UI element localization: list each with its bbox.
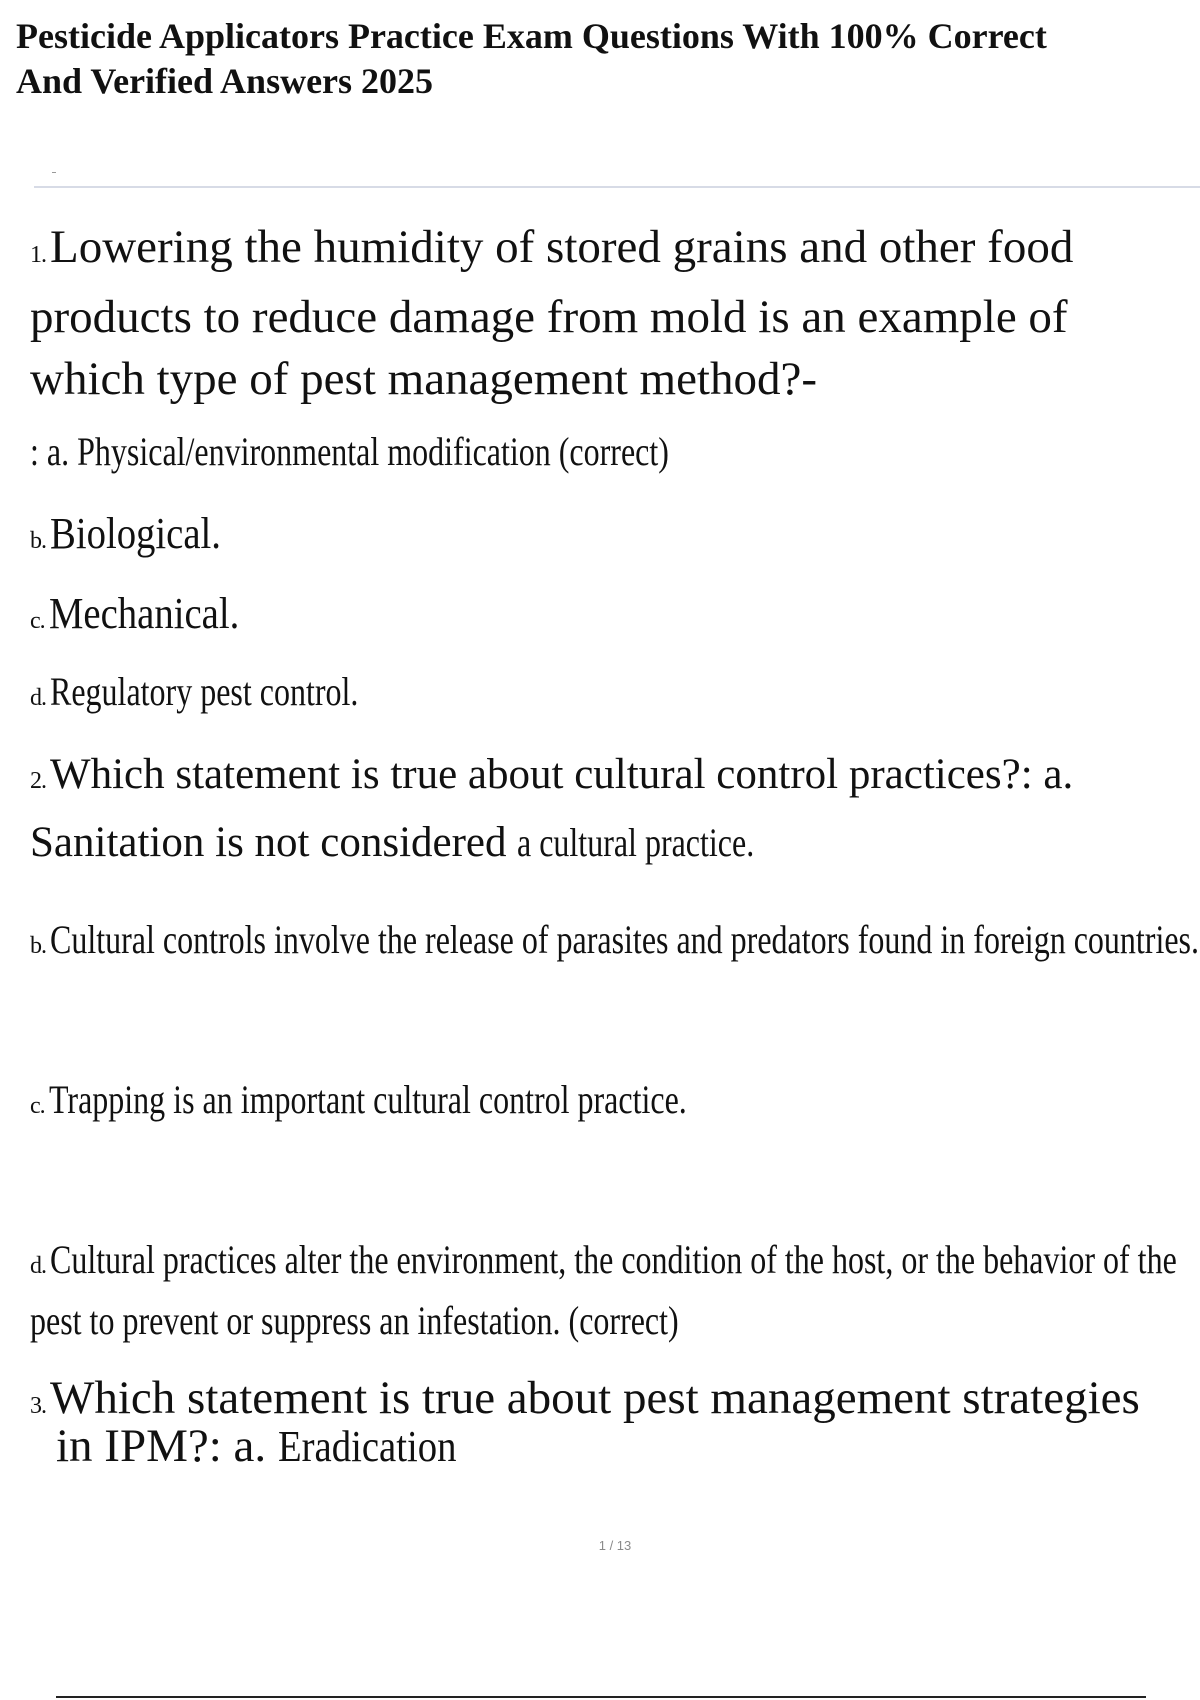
question-number: 1.	[30, 242, 46, 268]
question-line: Sanitation is not considered	[30, 819, 507, 866]
question-3-text	[30, 1372, 1140, 1472]
option-text: Biological.	[50, 509, 221, 558]
option-label: b.	[30, 528, 46, 554]
option-text: Physical/environmental modification (correct)	[77, 429, 669, 474]
option-label: d.	[30, 1253, 46, 1279]
section-divider	[34, 186, 1200, 188]
page-indicator: 1 / 13	[598, 1538, 632, 1553]
document-title	[16, 14, 1186, 104]
question-1-option-a	[30, 428, 829, 475]
question-line: in IPM?: a.	[56, 1420, 267, 1472]
question-2-option-d	[30, 1236, 1200, 1344]
option-label: c.	[30, 1093, 45, 1119]
option-text: Trapping is an important cultural control practice.	[48, 1077, 687, 1122]
question-2-option-b	[30, 916, 1200, 963]
question-2-text	[30, 744, 1073, 874]
option-text: pest to prevent or suppress an infestation. (correct)	[30, 1298, 679, 1343]
question-line: Eradication	[277, 1422, 457, 1471]
title-line-2: And Verified Answers 2025	[16, 61, 434, 101]
question-line: Which statement is true about cultural control practices?: a.	[50, 751, 1074, 798]
option-label: c.	[30, 608, 45, 634]
question-line: products to reduce damage from mold is an example of	[30, 291, 1068, 343]
question-number: 2.	[30, 768, 46, 794]
option-text: Regulatory pest control.	[50, 669, 359, 714]
question-line: which type of pest management method?-	[30, 353, 817, 405]
option-label: : a.	[30, 429, 70, 474]
question-line: a cultural practice.	[517, 820, 755, 865]
question-number: 3.	[30, 1393, 46, 1419]
question-1-option-d	[30, 668, 435, 715]
option-text: Cultural controls involve the release of parasites and predators found in foreign countries.	[50, 917, 1199, 962]
question-line: Which statement is true about pest management strategies	[50, 1372, 1140, 1424]
question-line: Lowering the humidity of stored grains and other food	[50, 221, 1074, 273]
divider-tick	[52, 172, 56, 173]
footer-rule	[56, 1696, 1146, 1698]
question-1-text	[30, 216, 1073, 410]
question-2-option-c	[30, 1076, 846, 1123]
question-1-option-c	[30, 588, 265, 639]
option-label: d.	[30, 685, 46, 711]
option-label: b.	[30, 933, 46, 959]
question-1-option-b	[30, 508, 244, 559]
option-text: Cultural practices alter the environment, the condition of the host, or the behavior of the	[50, 1237, 1177, 1282]
title-line-1: Pesticide Applicators Practice Exam Questions With 100% Correct	[16, 16, 1047, 56]
option-text: Mechanical.	[48, 589, 239, 638]
